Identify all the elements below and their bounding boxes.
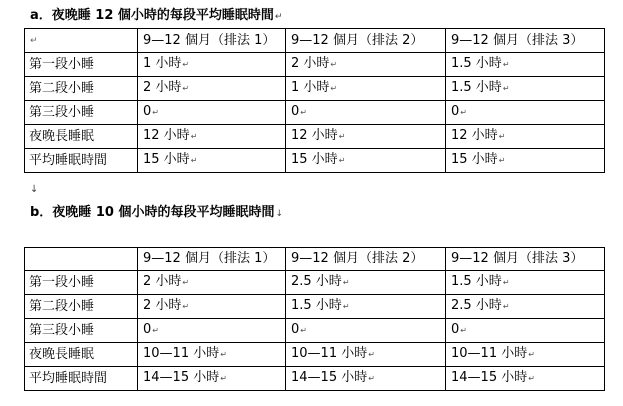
- sleep-table-a: [24, 28, 605, 173]
- row-label: [25, 319, 138, 343]
- table-cell: [446, 53, 605, 77]
- cell-mark-icon: ↵: [300, 326, 307, 335]
- table-cell: [446, 77, 605, 101]
- row-label: [25, 101, 138, 125]
- cell-text: 0: [451, 104, 460, 119]
- table-cell: [286, 271, 446, 295]
- row-label-text: 夜晚長睡眠: [29, 346, 95, 362]
- row-label-text: 第一段小睡: [29, 274, 95, 290]
- cell-mark-icon: ↵: [502, 84, 510, 93]
- table-cell: [138, 125, 286, 149]
- cell-text: 0: [291, 322, 300, 337]
- table-cell: [286, 319, 446, 343]
- table-cell: [286, 125, 446, 149]
- cell-mark-icon: ↵: [338, 132, 346, 141]
- cell-text: 12 小時: [451, 128, 498, 143]
- row-label: [25, 343, 138, 367]
- cell-mark-icon: ↵: [342, 302, 350, 311]
- table-cell: [446, 125, 605, 149]
- cell-mark-icon: ↵: [30, 36, 38, 46]
- cell-text: 2 小時: [291, 56, 330, 71]
- table-cell: [446, 295, 605, 319]
- cell-text: 12 小時: [291, 128, 338, 143]
- header-text: 9—12 個月（排法 2）: [291, 32, 424, 48]
- cell-text: 2.5 小時: [451, 298, 502, 313]
- table-cell: [446, 271, 605, 295]
- cell-text: 2 小時: [143, 80, 182, 95]
- cell-mark-icon: ↵: [182, 302, 190, 311]
- cell-mark-icon: ↵: [182, 84, 190, 93]
- cell-mark-icon: ↵: [368, 374, 375, 383]
- cell-text: 10—11 小時: [451, 346, 528, 361]
- cell-mark-icon: ↵: [498, 132, 506, 141]
- cell-text: 2 小時: [143, 298, 182, 313]
- row-label: [25, 149, 138, 173]
- cell-text: 0: [143, 322, 152, 337]
- cell-mark-icon: ↵: [190, 156, 198, 165]
- cell-text: 1.5 小時: [451, 274, 502, 289]
- header-text: 9—12 個月（排法 1）: [143, 251, 276, 266]
- row-label-text: 第二段小睡: [29, 80, 95, 96]
- table-cell: [138, 77, 286, 101]
- cell-mark-icon: ↵: [300, 108, 307, 117]
- table-row: [25, 53, 605, 77]
- cell-text: 1.5 小時: [451, 80, 502, 95]
- table-cell: [138, 101, 286, 125]
- cell-text: 0: [143, 104, 152, 119]
- cell-mark-icon: ↵: [342, 278, 350, 287]
- row-label-text: 第二段小睡: [29, 298, 95, 314]
- cell-mark-icon: ↵: [502, 278, 510, 287]
- table-cell: [446, 149, 605, 173]
- table-row: [25, 101, 605, 125]
- table-cell: [138, 343, 286, 367]
- table-b-header-cell: [446, 248, 605, 271]
- table-cell: [138, 295, 286, 319]
- row-label: [25, 295, 138, 319]
- cell-mark-icon: ↵: [152, 108, 159, 117]
- cell-mark-icon: ↵: [182, 60, 190, 69]
- paragraph-mark-icon: ↓: [275, 209, 283, 219]
- sleep-table-b: [24, 247, 605, 391]
- table-row: [25, 295, 605, 319]
- section-a-caption-text: a．夜晚睡 12 個小時的每段平均睡眠時間: [30, 8, 274, 23]
- section-b-caption-text: b．夜晚睡 10 個小時的每段平均睡眠時間: [30, 205, 275, 220]
- empty-paragraph-mark-icon: ↓: [30, 184, 39, 195]
- table-row: [25, 367, 605, 391]
- cell-mark-icon: ↵: [460, 108, 467, 117]
- cell-mark-icon: ↵: [502, 302, 510, 311]
- table-a-header-cell: [138, 29, 286, 53]
- table-cell: [446, 101, 605, 125]
- cell-mark-icon: ↵: [190, 132, 198, 141]
- cell-mark-icon: ↵: [528, 374, 535, 383]
- table-row: [25, 319, 605, 343]
- header-text: 9—12 個月（排法 3）: [451, 251, 584, 266]
- table-cell: [138, 271, 286, 295]
- cell-text: 14—15 小時: [451, 370, 528, 385]
- paragraph-mark-icon: ↵: [274, 12, 283, 22]
- cell-mark-icon: ↵: [460, 326, 467, 335]
- cell-text: 2 小時: [143, 274, 182, 289]
- table-row: [25, 271, 605, 295]
- table-cell: [138, 149, 286, 173]
- table-row: [25, 343, 605, 367]
- table-a-header-cell: [446, 29, 605, 53]
- cell-text: 15 小時: [291, 152, 338, 167]
- cell-mark-icon: ↵: [330, 60, 338, 69]
- row-label-text: 夜晚長睡眠: [29, 128, 95, 144]
- table-cell: [286, 367, 446, 391]
- cell-mark-icon: ↵: [220, 350, 227, 359]
- table-a-header-row: [25, 29, 605, 53]
- table-cell: [446, 343, 605, 367]
- cell-text: 10—11 小時: [143, 346, 220, 361]
- table-row: [25, 77, 605, 101]
- cell-text: 15 小時: [143, 152, 190, 167]
- row-label-text: 第三段小睡: [29, 322, 95, 338]
- cell-text: 0: [291, 104, 300, 119]
- table-cell: [286, 149, 446, 173]
- cell-text: 1.5 小時: [451, 56, 502, 71]
- cell-text: 2.5 小時: [291, 274, 342, 289]
- cell-mark-icon: ↵: [338, 156, 346, 165]
- table-cell: [138, 319, 286, 343]
- cell-text: 14—15 小時: [143, 370, 220, 385]
- table-b-header-cell: [286, 248, 446, 271]
- table-cell: [138, 367, 286, 391]
- cell-text: 0: [451, 322, 460, 337]
- table-b-corner-cell: [25, 248, 138, 271]
- table-b-header-row: [25, 248, 605, 271]
- cell-mark-icon: ↵: [182, 278, 190, 287]
- row-label-text: 平均睡眠時間: [29, 370, 108, 386]
- cell-mark-icon: ↵: [152, 326, 159, 335]
- table-row: [25, 125, 605, 149]
- table-b-header-cell: [138, 248, 286, 271]
- header-text: 9—12 個月（排法 1）: [143, 32, 276, 48]
- row-label-text: 平均睡眠時間: [29, 152, 108, 168]
- cell-text: 15 小時: [451, 152, 498, 167]
- table-cell: [138, 53, 286, 77]
- table-cell: [286, 295, 446, 319]
- table-cell: [286, 77, 446, 101]
- row-label: [25, 367, 138, 391]
- header-text: 9—12 個月（排法 2）: [291, 251, 424, 266]
- table-cell: [446, 367, 605, 391]
- header-text: 9—12 個月（排法 3）: [451, 32, 584, 48]
- section-a-caption: [30, 8, 282, 25]
- table-cell: [446, 319, 605, 343]
- cell-text: 1 小時: [291, 80, 330, 95]
- row-label: [25, 77, 138, 101]
- table-a-corner-cell: [25, 29, 138, 53]
- table-cell: [286, 53, 446, 77]
- table-row: [25, 149, 605, 173]
- table-a-header-cell: [286, 29, 446, 53]
- section-b-caption: [30, 205, 283, 222]
- cell-mark-icon: ↵: [528, 350, 535, 359]
- table-cell: [286, 343, 446, 367]
- cell-mark-icon: ↵: [330, 84, 338, 93]
- cell-mark-icon: ↵: [220, 374, 227, 383]
- cell-text: 12 小時: [143, 128, 190, 143]
- cell-text: 1 小時: [143, 56, 182, 71]
- table-cell: [286, 101, 446, 125]
- cell-text: 1.5 小時: [291, 298, 342, 313]
- row-label: [25, 125, 138, 149]
- cell-text: 10—11 小時: [291, 346, 368, 361]
- cell-mark-icon: ↵: [498, 156, 506, 165]
- cell-mark-icon: ↵: [502, 60, 510, 69]
- row-label-text: 第一段小睡: [29, 56, 95, 72]
- cell-text: 14—15 小時: [291, 370, 368, 385]
- row-label-text: 第三段小睡: [29, 104, 95, 120]
- row-label: [25, 271, 138, 295]
- row-label: [25, 53, 138, 77]
- cell-mark-icon: ↵: [368, 350, 375, 359]
